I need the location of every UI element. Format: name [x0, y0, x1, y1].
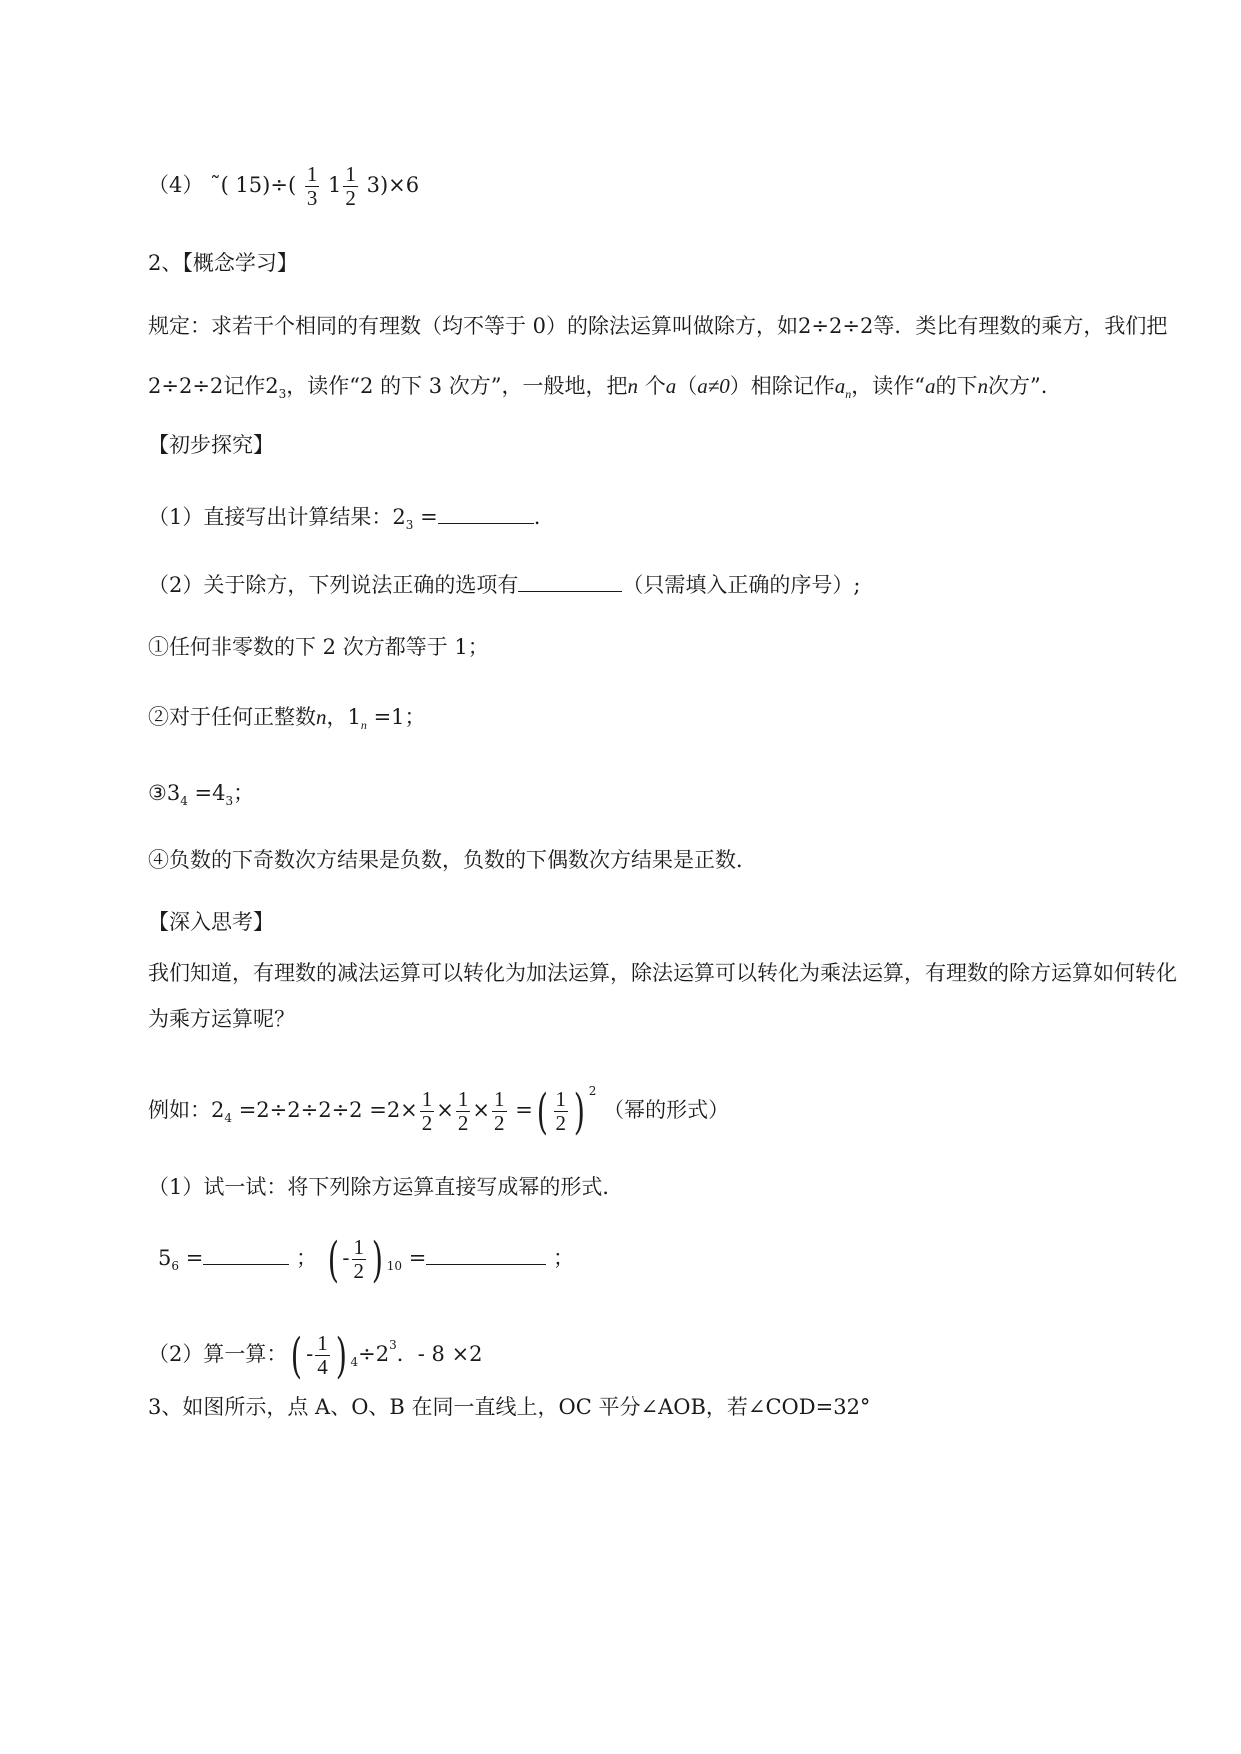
- fraction-half: $\frac{1}{2}$: [494, 1086, 505, 1135]
- mixed-int: 1: [328, 173, 342, 198]
- explore-title: [148, 430, 274, 460]
- frac-den: 2: [345, 186, 356, 211]
- math-sub: 3: [225, 794, 234, 808]
- left-paren: (: [327, 1231, 339, 1288]
- math: =2÷2÷2÷2: [238, 1098, 363, 1122]
- option-4: [148, 845, 757, 875]
- math: 2: [265, 374, 279, 398]
- right-paren: ): [335, 1327, 347, 1384]
- math: 8: [431, 1342, 445, 1366]
- math-sub: 4: [224, 1111, 233, 1125]
- text: ．: [396, 1342, 418, 1366]
- section-heading: 2、【概念学习】: [148, 251, 298, 275]
- text: ，读作“: [851, 374, 925, 398]
- explore-q1: [148, 502, 540, 540]
- math: 2÷2÷2: [798, 314, 874, 338]
- var-n-sub: n: [360, 718, 367, 732]
- frac-den: 3: [306, 186, 318, 211]
- frac-num: 1: [306, 162, 318, 186]
- explore-q2: [148, 570, 860, 600]
- deep-title: [148, 907, 274, 937]
- fraction-1-4: $\frac{1}{4}$: [317, 1330, 328, 1379]
- fraction-half: $\frac{1}{2}$: [457, 1086, 469, 1135]
- deep-paragraph: [148, 950, 1188, 1042]
- text: 的下: [935, 374, 978, 398]
- option-2: [148, 702, 426, 740]
- text: ④负数的下奇数次方结果是负数，负数的下偶数次方结果是正数．: [148, 848, 757, 872]
- text: ；: [553, 1246, 575, 1270]
- condition: a≠0: [697, 374, 730, 398]
- text: ，: [326, 705, 348, 729]
- math: 2: [392, 505, 406, 529]
- question-4: [148, 163, 419, 210]
- math: ÷2: [358, 1342, 390, 1366]
- text: （1）试一试：将下列除方运算直接写成幂的形式．: [148, 1175, 624, 1199]
- math-sub: 10: [386, 1259, 403, 1273]
- fraction-half: $\frac{1}{2}$: [555, 1086, 567, 1135]
- equals: =: [373, 705, 392, 729]
- try-2: [148, 1315, 483, 1384]
- text: ；: [296, 1246, 317, 1270]
- text: （只需填入正确的序号）;: [622, 573, 861, 597]
- var-a: a: [834, 374, 846, 398]
- math: 4: [212, 781, 226, 805]
- try-1: [148, 1172, 623, 1202]
- text: ①任何非零数的下 2 次方都等于 1；: [148, 635, 489, 659]
- math: =2×: [369, 1098, 418, 1122]
- option-1: [148, 632, 489, 662]
- text: .: [533, 505, 541, 529]
- math: ×2: [451, 1342, 483, 1366]
- math: 3: [166, 781, 181, 805]
- fraction-1-3: [305, 163, 320, 210]
- answer-blank[interactable]: [426, 1244, 546, 1265]
- minus: -: [342, 1246, 350, 1270]
- minus: -: [417, 1342, 425, 1366]
- math: 1: [347, 705, 361, 729]
- answer-blank[interactable]: [518, 571, 622, 592]
- var-a: a: [665, 374, 677, 398]
- minus: -: [306, 1342, 314, 1366]
- equals: =: [515, 1098, 533, 1122]
- math: 5: [158, 1246, 172, 1270]
- option-3: [148, 778, 254, 816]
- times: ×: [472, 1098, 490, 1122]
- equals: =: [420, 505, 438, 529]
- math-sub: 4: [180, 794, 188, 808]
- fraction-1-2: [343, 163, 358, 210]
- text: 1；: [391, 705, 426, 729]
- exponent: 3: [389, 1338, 397, 1352]
- text: （2）算一算：: [148, 1342, 288, 1366]
- text: ；: [233, 781, 255, 805]
- math-sub: 3: [405, 518, 414, 532]
- fraction-1-2: $\frac{1}{2}$: [353, 1234, 365, 1283]
- text: （2）关于除方，下列说法正确的选项有: [148, 573, 519, 597]
- var-n: n: [627, 374, 639, 398]
- equals: =: [194, 781, 213, 805]
- text: 规定：求若干个相同的有理数（均不等于 0）的除法运算叫做除方，如: [148, 314, 799, 338]
- times: ×: [436, 1098, 454, 1122]
- text: 我们知道，有理数的减法运算可以转化为加法运算，除法运算可以转化为乘法运算，有理数的除方运算如何转化为乘方运算呢？: [148, 961, 1177, 1031]
- fraction-half: $\frac{1}{2}$: [421, 1086, 433, 1135]
- try-1-exprs: [158, 1228, 574, 1288]
- right-paren: ): [573, 1083, 586, 1140]
- exponent: 2: [588, 1084, 597, 1098]
- text: 例如：: [148, 1098, 211, 1122]
- text: 次方”.: [987, 374, 1048, 398]
- question-number: （4）: [148, 173, 204, 198]
- text: 个: [644, 374, 666, 398]
- text: ，读作“2 的下 3 次方”，一般地，把: [286, 374, 628, 398]
- math-sub: 4: [350, 1355, 359, 1369]
- answer-blank[interactable]: [203, 1244, 289, 1265]
- var-n: n: [316, 705, 327, 729]
- math-sub: 3: [278, 387, 287, 401]
- text: （幂的形式）: [603, 1098, 730, 1122]
- section-heading: 【初步探究】: [148, 433, 274, 457]
- section-heading: 【深入思考】: [148, 910, 274, 934]
- text: 相除记作: [750, 374, 835, 398]
- right-paren: ): [371, 1231, 384, 1288]
- text: （1）直接写出计算结果：: [148, 505, 393, 529]
- var-n: n: [977, 374, 988, 398]
- question-3: [148, 1392, 870, 1422]
- var-a: a: [924, 374, 936, 398]
- text: 等．类比有理数的乘方，我们把: [873, 314, 1168, 338]
- math: 2: [211, 1098, 225, 1122]
- var-n-sub: n: [845, 387, 852, 401]
- frac-num: 1: [345, 162, 356, 186]
- section-2-title: [148, 248, 298, 278]
- equals: =: [185, 1246, 204, 1270]
- left-paren: (: [291, 1327, 303, 1384]
- expr-part: ˜( 15)÷(: [210, 173, 297, 198]
- example-line: [148, 1080, 729, 1140]
- math: 2÷2÷2: [148, 374, 224, 398]
- expr-part: 3)×6: [366, 173, 420, 198]
- text: 3、如图所示，点 A、O、B 在同一直线上，OC 平分∠AOB，若∠COD=32°: [148, 1395, 871, 1419]
- text: ②对于任何正整数: [148, 705, 316, 729]
- text: ③: [148, 781, 167, 805]
- equals: =: [408, 1246, 427, 1270]
- math-sub: 6: [171, 1259, 180, 1273]
- answer-blank[interactable]: [438, 503, 534, 524]
- left-paren: (: [536, 1083, 548, 1140]
- definition-paragraph: 规定：求若干个相同的有理数（均不等于 0）的除法运算叫做除方，如2÷2÷2等．类比有理数的乘方，我们把2÷2÷2记作$2_3$，读作“2 的下 3 次方”，一般地，把n 个a（a≠0）相除记作$a_n$，读作“a的下n次方”.: [148, 314, 1168, 401]
- text: 记作: [223, 374, 266, 398]
